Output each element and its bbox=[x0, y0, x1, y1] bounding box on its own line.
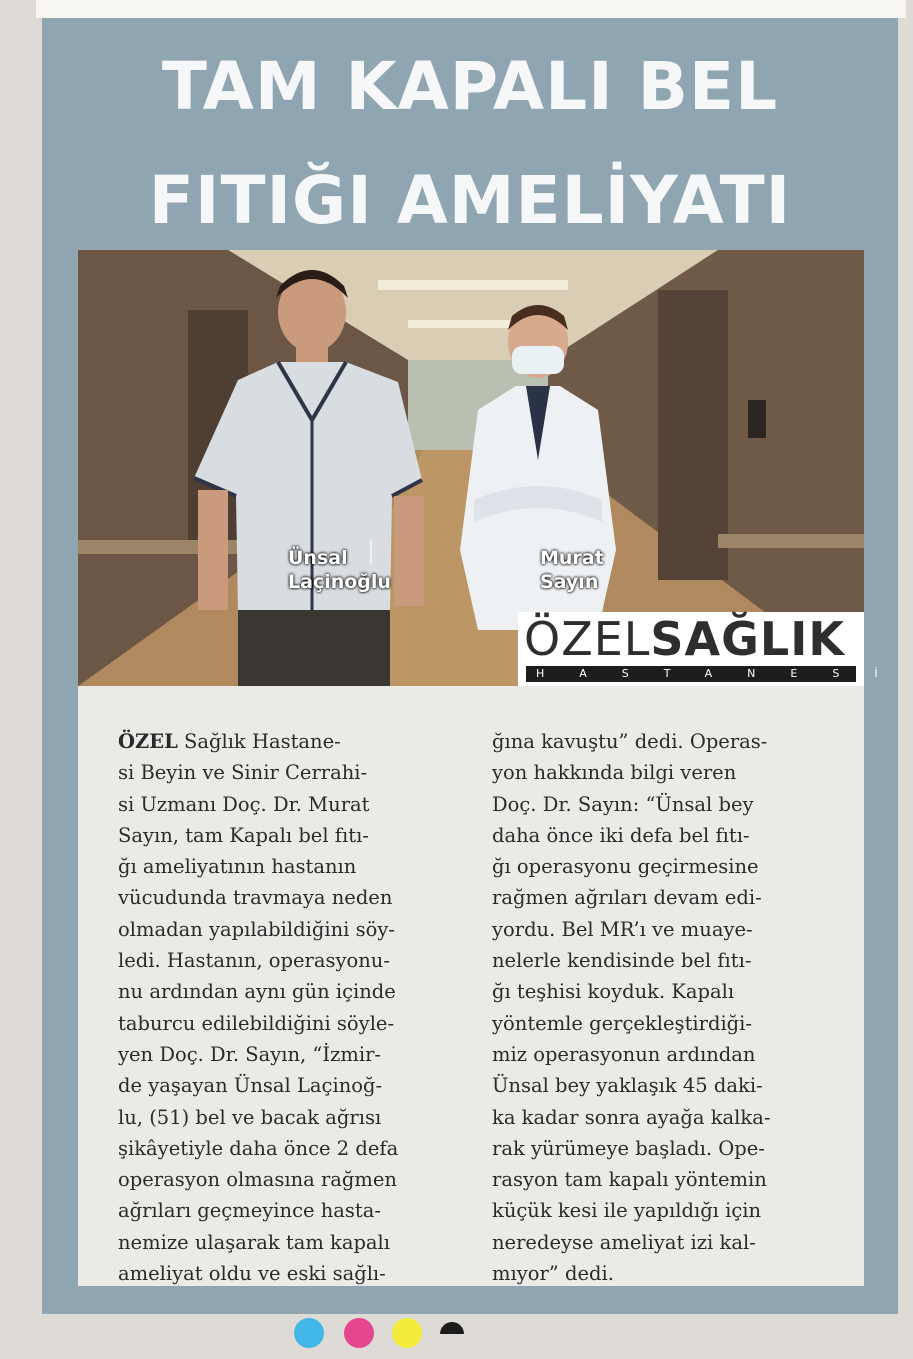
article-line: rak yürümeye başladı. Ope- bbox=[492, 1136, 765, 1160]
caption-doctor-last: Sayın bbox=[540, 571, 599, 593]
article-line: şikâyetiyle daha önce 2 defa bbox=[118, 1136, 399, 1160]
logo-part-ozel: ÖZEL bbox=[524, 612, 651, 666]
caption-patient-last: Laçinoğlu bbox=[288, 571, 391, 593]
article-line: yon hakkında bilgi veren bbox=[492, 761, 737, 785]
hospital-logo bbox=[518, 612, 913, 686]
caption-doctor-name bbox=[540, 546, 604, 594]
caption-doctor-first: Murat bbox=[540, 547, 604, 569]
logo-part-saglik: SAĞLIK bbox=[650, 612, 845, 666]
lead-word: ÖZEL bbox=[118, 730, 178, 753]
right-door bbox=[658, 290, 728, 580]
article-line: mıyor” dedi. bbox=[492, 1262, 614, 1286]
article-column-left bbox=[118, 726, 458, 1289]
article-line: Doç. Dr. Sayın: “Ünsal bey bbox=[492, 792, 754, 816]
article-line: ledi. Hastanın, operasyonu- bbox=[118, 949, 390, 973]
article-line: ğı ameliyatının hastanın bbox=[118, 855, 357, 879]
article-line: yen Doç. Dr. Sayın, “İzmir- bbox=[118, 1042, 381, 1066]
headline-line-2: FITIĞI AMELİYATI bbox=[148, 162, 792, 239]
article-line: si Beyin ve Sinir Cerrahi- bbox=[118, 761, 368, 785]
article-line: Ünsal bey yaklaşık 45 daki- bbox=[492, 1074, 763, 1098]
article-body bbox=[78, 686, 864, 1286]
article-line-text: Sağlık Hastane- bbox=[177, 730, 341, 753]
article-line: nemize ulaşarak tam kapalı bbox=[118, 1230, 391, 1254]
scan-edge bbox=[36, 0, 906, 18]
article-line: rasyon tam kapalı yöntemin bbox=[492, 1168, 767, 1192]
article-line: ğına kavuştu” dedi. Operas- bbox=[492, 730, 768, 753]
article-line: yöntemle gerçekleştirdiği- bbox=[492, 1011, 752, 1035]
magenta-registration-dot bbox=[344, 1318, 374, 1348]
article-line: miz operasyonun ardından bbox=[492, 1042, 756, 1066]
article-line: lu, (51) bel ve bacak ağrısı bbox=[118, 1105, 382, 1129]
article-line: nelerle kendisinde bel fıtı- bbox=[492, 949, 752, 973]
right-wall-rail bbox=[718, 534, 864, 548]
article-line: küçük kesi ile yapıldığı için bbox=[492, 1199, 762, 1223]
article-line: vücudunda travmaya neden bbox=[118, 886, 393, 910]
article-column-right bbox=[492, 726, 832, 1289]
article-line bbox=[118, 726, 458, 757]
caption-pointer-line bbox=[528, 550, 530, 574]
black-registration-mark bbox=[440, 1322, 464, 1334]
article-line: nu ardından aynı gün içinde bbox=[118, 980, 396, 1004]
ceiling-light bbox=[378, 280, 568, 290]
caption-patient-first: Ünsal bbox=[288, 547, 348, 569]
headline-line-1: TAM KAPALI BEL bbox=[161, 48, 779, 125]
article-line: olmadan yapılabildiğini söy- bbox=[118, 917, 395, 941]
article-line: ağrıları geçmeyince hasta- bbox=[118, 1199, 381, 1223]
logo-subtitle: HASTANESİ bbox=[526, 666, 856, 682]
cyan-registration-dot bbox=[294, 1318, 324, 1348]
article-line: ameliyat oldu ve eski sağlı- bbox=[118, 1262, 386, 1286]
logo-wordmark bbox=[524, 614, 845, 664]
article-frame bbox=[42, 18, 913, 1314]
article-line: si Uzmanı Doç. Dr. Murat bbox=[118, 792, 370, 816]
article-line: operasyon olmasına rağmen bbox=[118, 1168, 397, 1192]
caption-patient-name bbox=[288, 546, 391, 594]
hospital-corridor-photo bbox=[78, 250, 913, 686]
wall-switch bbox=[748, 400, 766, 438]
article-line: taburcu edilebildiğini söyle- bbox=[118, 1011, 395, 1035]
article-line: daha önce iki defa bel fıtı- bbox=[492, 823, 750, 847]
yellow-registration-dot bbox=[392, 1318, 422, 1348]
article-line: de yaşayan Ünsal Laçinoğ- bbox=[118, 1074, 383, 1098]
article-line: rağmen ağrıları devam edi- bbox=[492, 886, 762, 910]
article-line: yordu. Bel MR’ı ve muaye- bbox=[492, 917, 753, 941]
article-line: ka kadar sonra ayağa kalka- bbox=[492, 1105, 771, 1129]
article-line: neredeyse ameliyat izi kal- bbox=[492, 1230, 756, 1254]
article-line: ğı operasyonu geçirmesine bbox=[492, 855, 759, 879]
article-line: Sayın, tam Kapalı bel fıtı- bbox=[118, 823, 369, 847]
article-line: ğı teşhisi koyduk. Kapalı bbox=[492, 980, 735, 1004]
